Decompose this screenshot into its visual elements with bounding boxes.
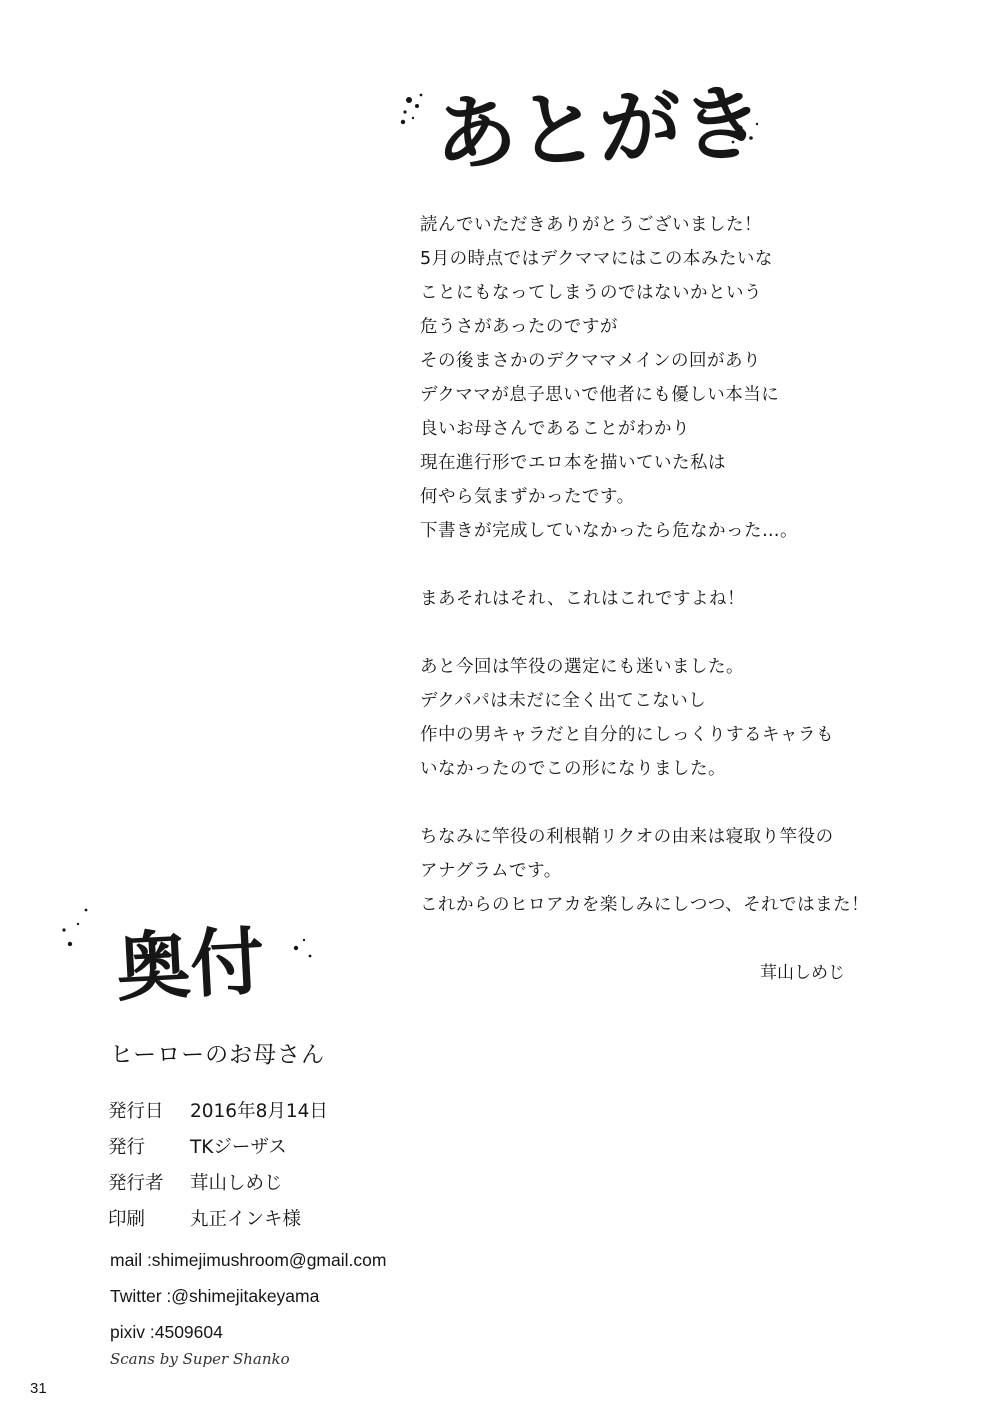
afterword-line: デクママが息子思いで他者にも優しい本当に bbox=[420, 385, 780, 405]
info-label: 発行者 bbox=[108, 1173, 164, 1194]
info-row bbox=[108, 1164, 328, 1200]
page-number: 31 bbox=[30, 1380, 47, 1397]
afterword-title bbox=[395, 60, 770, 180]
afterword-line: あと今回は竿役の選定にも迷いました。 bbox=[420, 657, 744, 677]
colophon-title-lettering bbox=[58, 900, 328, 1010]
scans-credit: Scans by Super Shanko bbox=[110, 1350, 290, 1368]
afterword-line: 作中の男キャラだと自分的にしっくりするキャラも bbox=[420, 725, 834, 745]
contact-list bbox=[110, 1244, 386, 1352]
afterword-line: デクパパは未だに全く出てこないし bbox=[420, 691, 707, 711]
afterword-line: アナグラムです。 bbox=[420, 861, 562, 881]
afterword-line: ちなみに竿役の利根鞘リクオの由来は寝取り竿役の bbox=[420, 827, 834, 847]
afterword-paragraph bbox=[420, 208, 980, 548]
info-value: 2016年8月14日 bbox=[190, 1101, 328, 1122]
book-title: ヒーローのお母さん bbox=[110, 1042, 326, 1068]
info-row bbox=[108, 1128, 328, 1164]
contact-item: mail :shimejimushroom@gmail.com bbox=[110, 1250, 387, 1270]
afterword-line: まあそれはそれ、これはこれですよね！ bbox=[420, 589, 746, 609]
afterword-line: 読んでいただきありがとうございました！ bbox=[420, 215, 762, 235]
contact-item: Twitter :@shimejitakeyama bbox=[110, 1286, 320, 1306]
info-row bbox=[108, 1092, 328, 1128]
afterword-paragraph bbox=[420, 650, 980, 786]
afterword-title-lettering bbox=[395, 60, 770, 180]
afterword-paragraph bbox=[420, 582, 980, 616]
afterword-body bbox=[420, 208, 980, 956]
afterword-line: これからのヒロアカを楽しみにしつつ、それではまた！ bbox=[420, 895, 870, 915]
contact-item: pixiv :4509604 bbox=[110, 1322, 223, 1342]
afterword-line: ことにもなってしまうのではないかという bbox=[420, 283, 762, 303]
info-label: 印刷 bbox=[108, 1209, 146, 1230]
colophon-title-text: 奥付 bbox=[114, 918, 267, 1010]
colophon-title bbox=[58, 900, 328, 1010]
afterword-line: 何やら気まずかったです。 bbox=[420, 487, 635, 507]
info-value: 丸正インキ様 bbox=[190, 1209, 302, 1230]
info-label: 発行 bbox=[108, 1137, 146, 1158]
afterword-line: いなかったのでこの形になりました。 bbox=[420, 759, 726, 779]
afterword-line: 現在進行形でエロ本を描いていた私は bbox=[420, 453, 726, 473]
info-label: 発行日 bbox=[108, 1101, 164, 1122]
publication-info bbox=[108, 1092, 328, 1236]
afterword-line: 5月の時点ではデクママにはこの本みたいな bbox=[420, 249, 773, 269]
afterword-line: 危うさがあったのですが bbox=[420, 317, 618, 337]
afterword-paragraph bbox=[420, 820, 980, 922]
info-value: TKジーザス bbox=[190, 1137, 287, 1158]
afterword-line: 良いお母さんであることがわかり bbox=[420, 419, 690, 439]
info-row bbox=[108, 1200, 328, 1236]
afterword-title-text: あとがき bbox=[433, 76, 765, 180]
afterword-line: その後まさかのデクママメインの回があり bbox=[420, 351, 761, 371]
author-signature: 茸山しめじ bbox=[760, 963, 845, 983]
afterword-line: 下書きが完成していなかったら危なかった…。 bbox=[420, 521, 798, 541]
info-value: 茸山しめじ bbox=[190, 1173, 283, 1194]
